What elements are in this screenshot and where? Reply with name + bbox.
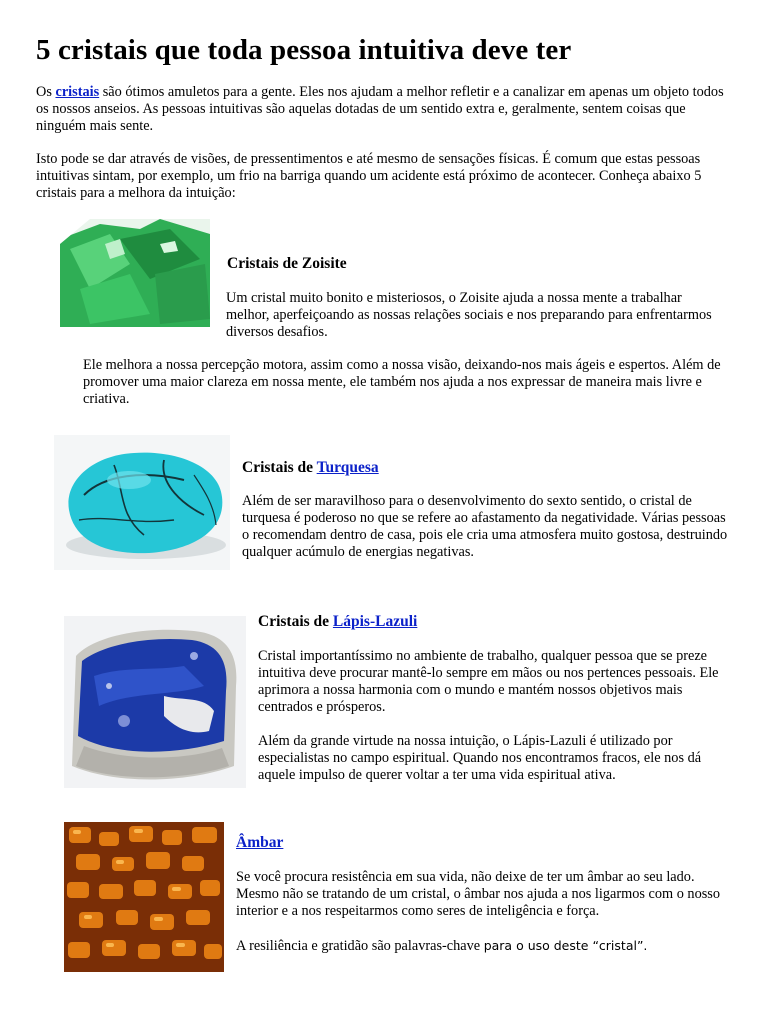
- zoisite-image: [60, 219, 210, 327]
- page-title: 5 cristais que toda pessoa intuitiva deve ter: [36, 34, 572, 66]
- lapis-image: [64, 616, 246, 788]
- ambar-link[interactable]: Âmbar: [236, 834, 284, 851]
- zoisite-heading: Cristais de Zoisite: [227, 255, 347, 272]
- lapis-link[interactable]: Lápis-Lazuli: [332, 613, 418, 630]
- turquesa-heading: Cristais de Turquesa: [242, 459, 379, 476]
- zoisite-paragraph-1: Um cristal muito bonito e misteriosos, o Zoisite ajuda a nossa mente a trabalhar melhor, aperfeiçoando as nossas relações sociais e nos preparando para enfrentarmos diversos desafios.: [226, 290, 712, 340]
- intro-paragraph-2: Isto pode se dar através de visões, de pressentimentos e até mesmo de sensações físicas. É comum que estas pessoas intuitivas sintam, por exemplo, um frio na barriga quando um acidente está próximo de acontecer. Conheça abaixo 5 cristais para a melhora da intuição:: [36, 151, 702, 201]
- ambar-image: [64, 822, 224, 972]
- zoisite-paragraph-2: Ele melhora a nossa percepção motora, assim como a nossa visão, deixando-nos mais ágeis e espertos. Além de promover uma maior clareza em nossa mente, ele também nos ajuda a nos expressar de maneira mais livre e criativa.: [83, 357, 721, 407]
- ambar-paragraph-2: A resiliência e gratidão são palavras-chave para o uso deste “cristal”.: [236, 938, 648, 954]
- intro-paragraph-1: Os cristais são ótimos amuletos para a gente. Eles nos ajudam a melhor refletir e a canalizar em apenas um objeto todos os nossos anseios. As pessoas intuitivas são aquelas dotadas de um sentido extra e, geralmente, sentem coisas que ninguém mais sente.: [36, 84, 724, 134]
- lapis-paragraph-1: Cristal importantíssimo no ambiente de trabalho, qualquer pessoa que se preze intuitiva deve procurar mantê-lo sempre em mãos ou nos pertences pessoais. Ele aprimora a nossa harmonia com o mundo e mantém nossos objetivos mais centrados e prósperos.: [258, 648, 719, 715]
- turquesa-paragraph-1: Além de ser maravilhoso para o desenvolvimento do sexto sentido, o cristal de turquesa é poderoso no que se refere ao afastamento da negatividade. Várias pessoas o recomendam dentro de casa, pois ele cria uma atmosfera muito gostosa, destruindo qualquer acúmulo de energias negativas.: [242, 493, 728, 560]
- turquesa-image: [54, 435, 230, 570]
- turquesa-link[interactable]: Turquesa: [316, 459, 379, 476]
- lapis-paragraph-2: Além da grande virtude na nossa intuição, o Lápis-Lazuli é utilizado por especialistas no campo espiritual. Quando nos encontramos fracos, ele nos dá aquele impulso de querer voltar a ter uma vida espiritual ativa.: [258, 733, 702, 783]
- cristais-link[interactable]: cristais: [55, 84, 100, 100]
- lapis-heading: Cristais de Lápis-Lazuli: [258, 613, 418, 630]
- ambar-paragraph-1: Se você procura resistência em sua vida, não deixe de ter um âmbar ao seu lado. Mesmo não se tratando de um cristal, o âmbar nos ajuda a nos ligarmos com o nosso interior e a nos respeitarmos como seres de inteligência e força.: [236, 869, 721, 919]
- ambar-heading: [236, 834, 283, 852]
